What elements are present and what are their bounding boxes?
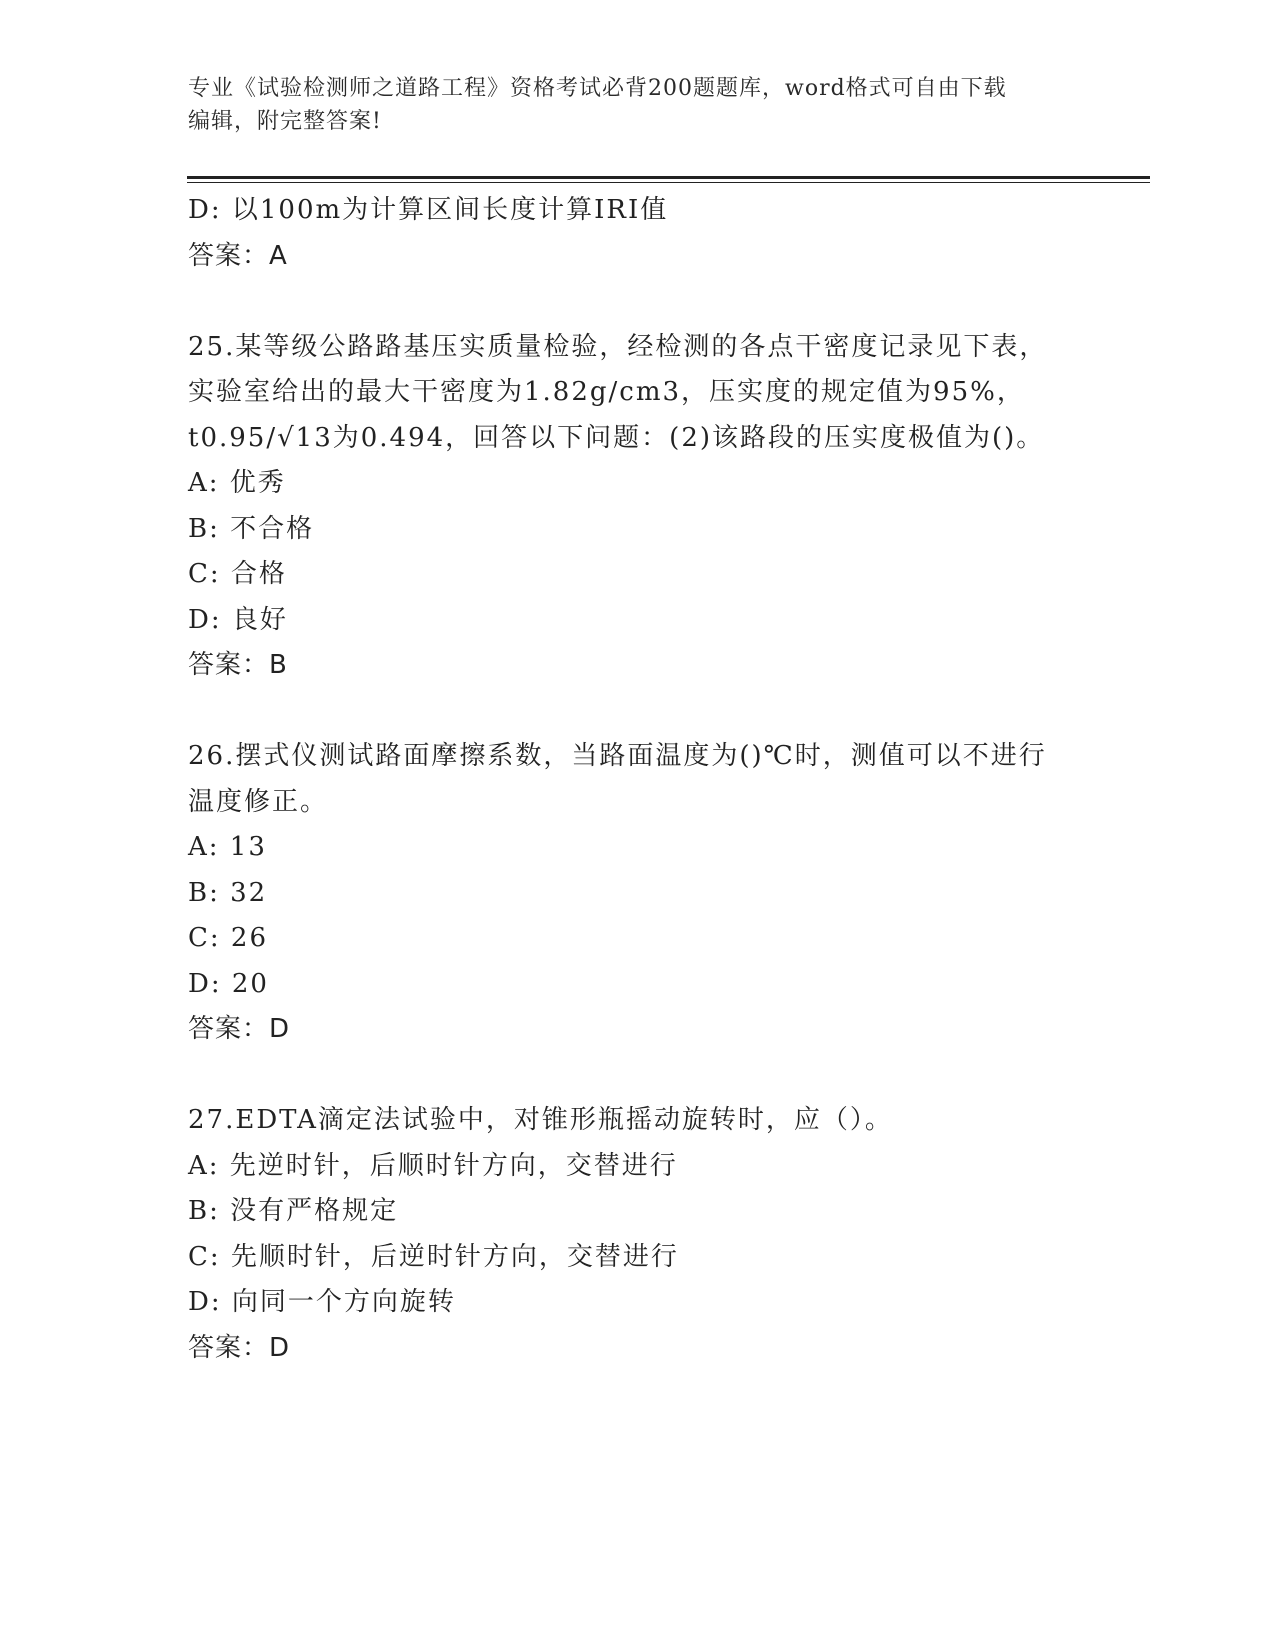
spacer xyxy=(188,689,1088,735)
option-c: C: 26 xyxy=(188,923,269,953)
question-stem-line: 温度修正。 xyxy=(188,786,329,817)
option-b: B: 不合格 xyxy=(188,513,315,544)
option-a: A: 先逆时针，后顺时针方向，交替进行 xyxy=(188,1150,678,1181)
spacer xyxy=(188,279,1088,325)
answer-line: 答案：B xyxy=(188,650,288,680)
spacer xyxy=(188,1053,1088,1099)
option-b: B: 没有严格规定 xyxy=(188,1196,399,1226)
question-stem-line: 26.摆式仪测试路面摩擦系数，当路面温度为()℃时，测值可以不进行 xyxy=(188,741,1047,771)
option-c: C: 先顺时针，后逆时针方向，交替进行 xyxy=(188,1241,679,1272)
question-stem-line: 实验室给出的最大干密度为1.82g/cm3，压实度的规定值为95%， xyxy=(188,377,1025,407)
question-25 xyxy=(188,325,1088,689)
option-d: D: 20 xyxy=(188,968,269,999)
header-title-line-2: 编辑，附完整答案! xyxy=(188,109,382,134)
answer-line: 答案：D xyxy=(188,1014,291,1044)
question-stem-line: t0.95/√13为0.494，回答以下问题：(2)该路段的压实度极值为()。 xyxy=(188,422,1045,453)
option-b: B: 32 xyxy=(188,877,268,908)
option-d: D: 向同一个方向旋转 xyxy=(188,1287,456,1317)
header-divider-thin xyxy=(187,182,1150,183)
option-c: C: 合格 xyxy=(188,559,287,589)
option-d: D: 以100m为计算区间长度计算IRI值 xyxy=(188,195,669,225)
option-d: D: 良好 xyxy=(188,604,288,635)
answer-line: 答案：D xyxy=(188,1332,291,1363)
document-body xyxy=(188,188,1088,1371)
header-divider-thick xyxy=(187,176,1150,179)
question-stem-line: 25.某等级公路路基压实质量检验，经检测的各点干密度记录见下表， xyxy=(188,331,1048,362)
question-26 xyxy=(188,734,1088,1053)
header-title-line-1: 专业《试验检测师之道路工程》资格考试必背200题题库，word格式可自由下载 xyxy=(188,76,1007,101)
question-27 xyxy=(188,1098,1088,1371)
option-a: A: 13 xyxy=(188,832,267,862)
document-header xyxy=(188,72,1088,138)
option-a: A: 优秀 xyxy=(188,468,286,498)
question-stem-line: 27.EDTA滴定法试验中，对锥形瓶摇动旋转时，应（）。 xyxy=(188,1105,893,1135)
question-24-tail xyxy=(188,188,1088,279)
answer-line: 答案：A xyxy=(188,240,288,271)
